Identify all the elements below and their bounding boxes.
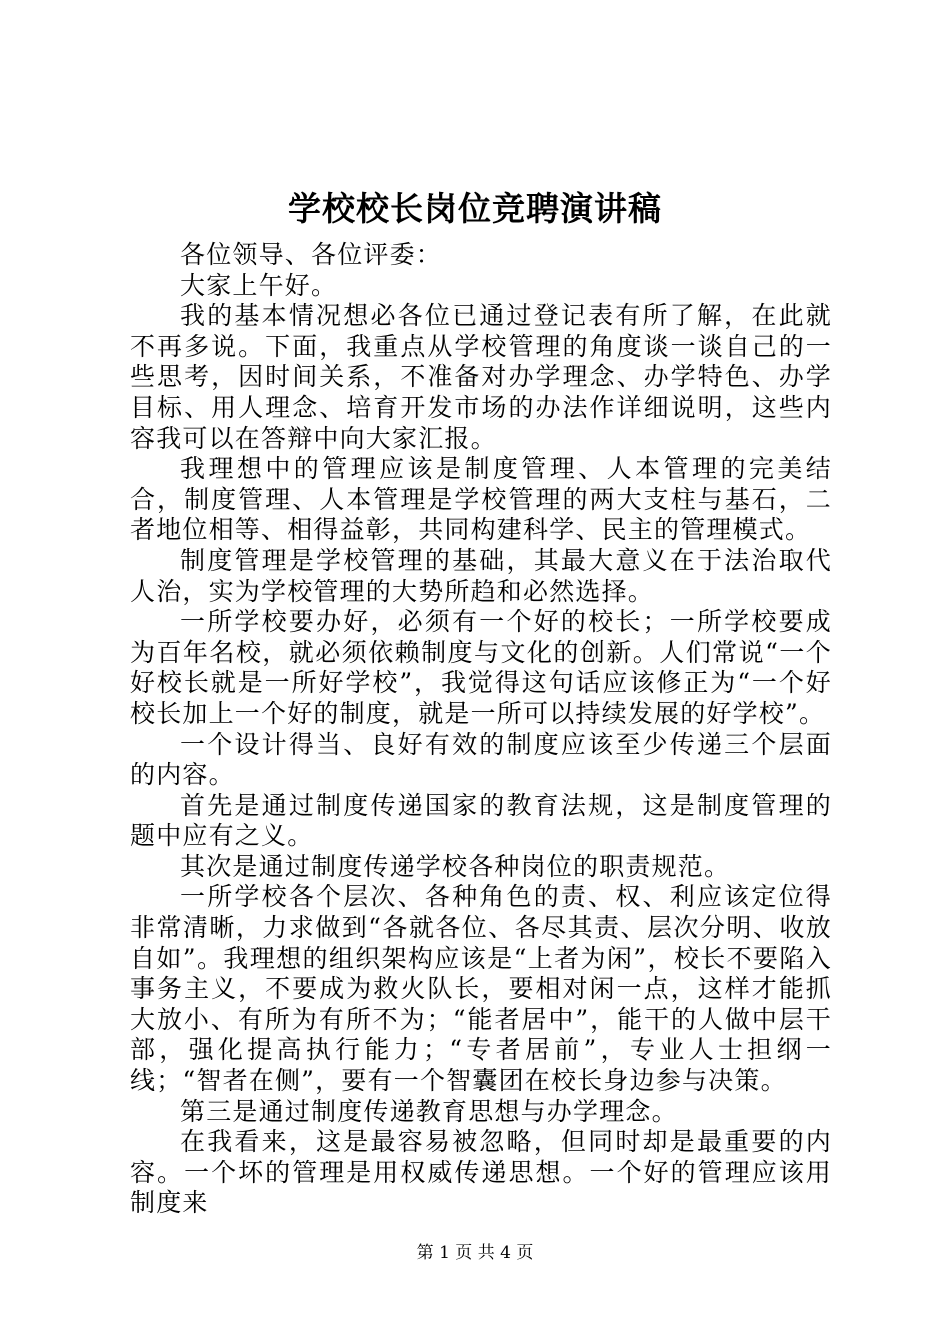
paragraph: 一所学校要办好，必须有一个好的校长；一所学校要成为百年名校，就必须依赖制度与文化的创新。人们常说“一个好校长就是一所好学校”，我觉得这句话应该修正为“一个好校长加上一个好的制度，就是一所可以持续发展的好学校”。	[130, 607, 832, 728]
paragraph: 首先是通过制度传递国家的教育法规，这是制度管理的题中应有之义。	[130, 790, 832, 851]
paragraph: 其次是通过制度传递学校各种岗位的职责规范。	[180, 851, 731, 881]
paragraph: 在我看来，这是最容易被忽略，但同时却是最重要的内容。一个坏的管理是用权威传递思想。一个好的管理应该用制度来	[130, 1127, 832, 1218]
document-title: 学校校长岗位竞聘演讲稿	[288, 189, 662, 228]
paragraph: 制度管理是学校管理的基础，其最大意义在于法治取代人治，实为学校管理的大势所趋和必然选择。	[130, 545, 832, 606]
paragraph: 一个设计得当、良好有效的制度应该至少传递三个层面的内容。	[130, 729, 832, 790]
paragraph: 第三是通过制度传递教育思想与办学理念。	[180, 1096, 678, 1126]
paragraph: 我理想中的管理应该是制度管理、人本管理的完美结合，制度管理、人本管理是学校管理的两大支柱与基石，二者地位相等、相得益彰，共同构建科学、民主的管理模式。	[130, 454, 832, 545]
paragraph-greeting: 大家上午好。	[180, 270, 338, 300]
paragraph: 一所学校各个层次、各种角色的责、权、利应该定位得非常清晰，力求做到“各就各位、各尽其责、层次分明、收放自如”。我理想的组织架构应该是“上者为闲”，校长不要陷入事务主义，不要成为救火队长，要相对闲一点，这样才能抓大放小、有所为有所不为；“能者居中”，能干的人做中层干部，强化提高执行能力；“专者居前”，专业人士担纲一线；“智者在侧”，要有一个智囊团在校长身边参与决策。	[130, 882, 832, 1096]
paragraph: 我的基本情况想必各位已通过登记表有所了解，在此就不再多说。下面，我重点从学校管理的角度谈一谈自己的一些思考，因时间关系，不准备对办学理念、办学特色、办学目标、用人理念、培育开发市场的办法作详细说明，这些内容我可以在答辩中向大家汇报。	[130, 301, 832, 453]
document-body	[130, 240, 832, 1219]
paragraph-salutation: 各位领导、各位评委：	[180, 240, 443, 269]
page-footer: 第 1 页 共 4 页	[416, 1243, 534, 1263]
